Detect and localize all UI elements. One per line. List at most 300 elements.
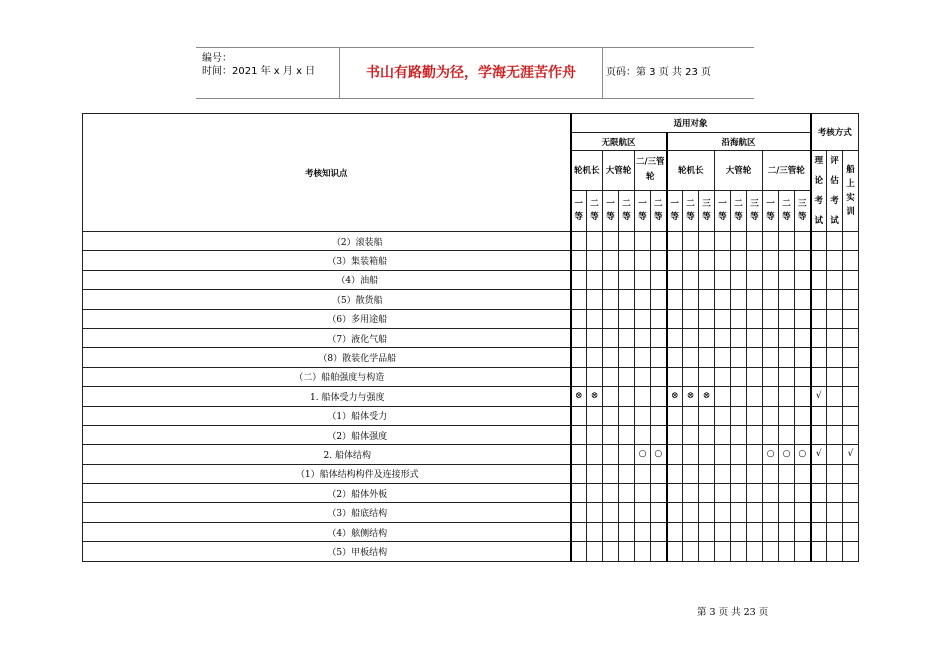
time-label: 时间：2021 年 x 月 x 日 [202, 66, 316, 77]
empty-cell [635, 232, 651, 251]
table-row [83, 445, 859, 464]
empty-cell [731, 503, 747, 522]
empty-cell [779, 251, 795, 270]
table-row [83, 542, 859, 561]
empty-cell [619, 309, 635, 328]
header-divider [602, 48, 603, 98]
empty-cell [779, 270, 795, 289]
empty-cell [635, 367, 651, 386]
table-row [83, 464, 859, 483]
empty-cell [747, 387, 763, 406]
empty-cell [603, 406, 619, 425]
empty-cell [683, 484, 699, 503]
empty-cell [811, 309, 827, 328]
empty-cell [747, 503, 763, 522]
empty-cell [843, 387, 859, 406]
empty-cell [651, 464, 667, 483]
empty-cell [683, 406, 699, 425]
empty-cell [779, 367, 795, 386]
empty-cell [619, 445, 635, 464]
empty-cell [747, 445, 763, 464]
role-header: 二/三管轮 [763, 151, 811, 191]
empty-cell [635, 522, 651, 541]
empty-cell [651, 309, 667, 328]
empty-cell [619, 367, 635, 386]
grade-cell: 一等 [603, 190, 619, 231]
empty-cell [827, 309, 843, 328]
empty-cell [699, 503, 715, 522]
knowledge-item: （5）散货船 [83, 290, 571, 309]
empty-cell [731, 542, 747, 561]
empty-cell [779, 309, 795, 328]
empty-cell [603, 328, 619, 347]
empty-cell [699, 484, 715, 503]
empty-cell [571, 367, 587, 386]
empty-cell [715, 232, 731, 251]
empty-cell [747, 251, 763, 270]
empty-cell [715, 387, 731, 406]
empty-cell [635, 270, 651, 289]
mark-cell: ○ [779, 445, 795, 464]
empty-cell [843, 464, 859, 483]
empty-cell [747, 290, 763, 309]
empty-cell [843, 309, 859, 328]
table-header [83, 114, 859, 232]
grade-cell: 三等 [747, 190, 763, 231]
empty-cell [683, 445, 699, 464]
empty-cell [603, 542, 619, 561]
empty-cell [747, 309, 763, 328]
empty-cell [843, 290, 859, 309]
empty-cell [827, 232, 843, 251]
grade-cell: 二等 [683, 190, 699, 231]
empty-cell [667, 251, 683, 270]
empty-cell [827, 387, 843, 406]
empty-cell [715, 328, 731, 347]
empty-cell [779, 387, 795, 406]
empty-cell [667, 484, 683, 503]
empty-cell [731, 464, 747, 483]
table-body [83, 232, 859, 562]
empty-cell [571, 232, 587, 251]
empty-cell [635, 251, 651, 270]
empty-cell [699, 406, 715, 425]
empty-cell [603, 232, 619, 251]
empty-cell [747, 328, 763, 347]
empty-cell [571, 445, 587, 464]
empty-cell [779, 328, 795, 347]
empty-cell [603, 464, 619, 483]
empty-cell [635, 464, 651, 483]
empty-cell [731, 425, 747, 444]
empty-cell [763, 542, 779, 561]
knowledge-item: （7）液化气船 [83, 328, 571, 347]
empty-cell [587, 464, 603, 483]
knowledge-item: （4）舷侧结构 [83, 522, 571, 541]
empty-cell [827, 328, 843, 347]
empty-cell [603, 348, 619, 367]
assessment-table [82, 113, 859, 562]
empty-cell [827, 406, 843, 425]
knowledge-item: （2）船体外板 [83, 484, 571, 503]
empty-cell [587, 348, 603, 367]
empty-cell [811, 232, 827, 251]
empty-cell [715, 522, 731, 541]
knowledge-item: （5）甲板结构 [83, 542, 571, 561]
empty-cell [667, 464, 683, 483]
empty-cell [795, 425, 811, 444]
empty-cell [795, 309, 811, 328]
empty-cell [603, 425, 619, 444]
empty-cell [571, 484, 587, 503]
empty-cell [587, 251, 603, 270]
empty-cell [619, 270, 635, 289]
empty-cell [827, 542, 843, 561]
empty-cell [651, 348, 667, 367]
empty-cell [683, 290, 699, 309]
empty-cell [571, 503, 587, 522]
empty-cell [731, 290, 747, 309]
empty-cell [763, 484, 779, 503]
empty-cell [619, 387, 635, 406]
empty-cell [795, 270, 811, 289]
empty-cell [811, 484, 827, 503]
empty-cell [683, 522, 699, 541]
empty-cell [667, 542, 683, 561]
empty-cell [731, 348, 747, 367]
mark-cell: ○ [795, 445, 811, 464]
empty-cell [619, 503, 635, 522]
grade-cell: 一等 [763, 190, 779, 231]
knowledge-item: （1）船体结构构件及连接形式 [83, 464, 571, 483]
empty-cell [763, 522, 779, 541]
empty-cell [587, 309, 603, 328]
empty-cell [651, 522, 667, 541]
empty-cell [635, 503, 651, 522]
empty-cell [619, 406, 635, 425]
empty-cell [603, 503, 619, 522]
empty-cell [571, 290, 587, 309]
empty-cell [667, 406, 683, 425]
table-row [83, 367, 859, 386]
empty-cell [571, 251, 587, 270]
empty-cell [811, 542, 827, 561]
empty-cell [827, 367, 843, 386]
empty-cell [763, 387, 779, 406]
header-motto: 书山有路勤为径，学海无涯苦作舟 [366, 65, 576, 81]
empty-cell [619, 484, 635, 503]
empty-cell [603, 445, 619, 464]
empty-cell [587, 406, 603, 425]
empty-cell [811, 367, 827, 386]
empty-cell [667, 348, 683, 367]
empty-cell [731, 406, 747, 425]
empty-cell [731, 270, 747, 289]
empty-cell [795, 406, 811, 425]
empty-cell [843, 328, 859, 347]
empty-cell [795, 387, 811, 406]
table-row [83, 406, 859, 425]
empty-cell [811, 290, 827, 309]
empty-cell [587, 367, 603, 386]
mark-cell: √ [811, 387, 827, 406]
empty-cell [619, 348, 635, 367]
empty-cell [603, 367, 619, 386]
grade-cell: 一等 [635, 190, 651, 231]
empty-cell [635, 309, 651, 328]
empty-cell [795, 328, 811, 347]
empty-cell [699, 309, 715, 328]
empty-cell [683, 464, 699, 483]
table-row [83, 309, 859, 328]
empty-cell [779, 542, 795, 561]
empty-cell [715, 251, 731, 270]
empty-cell [715, 464, 731, 483]
empty-cell [587, 270, 603, 289]
empty-cell [619, 232, 635, 251]
header-meta [196, 48, 339, 98]
empty-cell [763, 232, 779, 251]
grade-cell: 三等 [699, 190, 715, 231]
grade-cell: 三等 [795, 190, 811, 231]
empty-cell [779, 522, 795, 541]
empty-cell [683, 251, 699, 270]
table-row [83, 348, 859, 367]
empty-cell [731, 387, 747, 406]
empty-cell [603, 251, 619, 270]
empty-cell [699, 425, 715, 444]
empty-cell [571, 328, 587, 347]
empty-cell [827, 464, 843, 483]
empty-cell [715, 270, 731, 289]
empty-cell [667, 309, 683, 328]
empty-cell [651, 425, 667, 444]
empty-cell [811, 503, 827, 522]
empty-cell [731, 484, 747, 503]
empty-cell [715, 445, 731, 464]
empty-cell [715, 367, 731, 386]
empty-cell [571, 464, 587, 483]
role-header: 二/三管轮 [635, 151, 667, 191]
mark-cell: ⊗ [587, 387, 603, 406]
empty-cell [651, 290, 667, 309]
empty-cell [667, 270, 683, 289]
empty-cell [811, 464, 827, 483]
empty-cell [747, 425, 763, 444]
empty-cell [763, 367, 779, 386]
empty-cell [779, 232, 795, 251]
empty-cell [651, 387, 667, 406]
empty-cell [827, 348, 843, 367]
page-footer: 第 3 页 共 23 页 [697, 607, 769, 618]
empty-cell [683, 232, 699, 251]
table-row [83, 290, 859, 309]
empty-cell [715, 348, 731, 367]
empty-cell [779, 425, 795, 444]
empty-cell [843, 425, 859, 444]
empty-cell [699, 348, 715, 367]
empty-cell [843, 522, 859, 541]
empty-cell [715, 484, 731, 503]
empty-cell [763, 406, 779, 425]
empty-cell [651, 484, 667, 503]
empty-cell [715, 290, 731, 309]
empty-cell [571, 348, 587, 367]
method-evaluation: 评估考试 [827, 151, 843, 232]
empty-cell [587, 232, 603, 251]
empty-cell [587, 484, 603, 503]
empty-cell [571, 270, 587, 289]
knowledge-item: （1）船体受力 [83, 406, 571, 425]
empty-cell [667, 367, 683, 386]
empty-cell [683, 270, 699, 289]
empty-cell [683, 425, 699, 444]
empty-cell [651, 328, 667, 347]
empty-cell [715, 503, 731, 522]
empty-cell [731, 445, 747, 464]
grade-cell: 二等 [619, 190, 635, 231]
empty-cell [731, 232, 747, 251]
knowledge-item: （6）多用途船 [83, 309, 571, 328]
empty-cell [651, 367, 667, 386]
empty-cell [763, 464, 779, 483]
empty-cell [779, 406, 795, 425]
empty-cell [843, 251, 859, 270]
empty-cell [699, 251, 715, 270]
empty-cell [683, 367, 699, 386]
empty-cell [747, 464, 763, 483]
empty-cell [619, 425, 635, 444]
empty-cell [763, 348, 779, 367]
mark-cell: √ [843, 445, 859, 464]
mark-cell: ○ [763, 445, 779, 464]
empty-cell [811, 522, 827, 541]
empty-cell [587, 445, 603, 464]
empty-cell [571, 406, 587, 425]
mark-cell: ○ [635, 445, 651, 464]
empty-cell [683, 309, 699, 328]
empty-cell [747, 522, 763, 541]
knowledge-item: （4）油船 [83, 270, 571, 289]
mark-cell: ⊗ [571, 387, 587, 406]
empty-cell [667, 232, 683, 251]
empty-cell [587, 425, 603, 444]
grade-cell: 二等 [731, 190, 747, 231]
table-row [83, 425, 859, 444]
empty-cell [571, 522, 587, 541]
empty-cell [635, 387, 651, 406]
empty-cell [763, 309, 779, 328]
empty-cell [827, 503, 843, 522]
empty-cell [811, 348, 827, 367]
empty-cell [827, 484, 843, 503]
empty-cell [603, 270, 619, 289]
empty-cell [683, 348, 699, 367]
table-row [83, 503, 859, 522]
empty-cell [843, 542, 859, 561]
table-row [83, 522, 859, 541]
empty-cell [827, 290, 843, 309]
empty-cell [635, 542, 651, 561]
empty-cell [763, 270, 779, 289]
empty-cell [587, 290, 603, 309]
empty-cell [619, 290, 635, 309]
empty-cell [779, 464, 795, 483]
empty-cell [571, 542, 587, 561]
empty-cell [699, 445, 715, 464]
empty-cell [619, 542, 635, 561]
empty-cell [619, 464, 635, 483]
empty-cell [795, 484, 811, 503]
empty-cell [651, 406, 667, 425]
unlimited-area-header: 无限航区 [571, 133, 667, 151]
empty-cell [779, 484, 795, 503]
role-header: 大管轮 [715, 151, 763, 191]
empty-cell [619, 522, 635, 541]
empty-cell [651, 503, 667, 522]
empty-cell [763, 425, 779, 444]
empty-cell [747, 484, 763, 503]
empty-cell [811, 270, 827, 289]
empty-cell [763, 328, 779, 347]
empty-cell [699, 328, 715, 347]
empty-cell [747, 270, 763, 289]
empty-cell [651, 251, 667, 270]
empty-cell [843, 348, 859, 367]
empty-cell [795, 503, 811, 522]
knowledge-item: （3）船底结构 [83, 503, 571, 522]
empty-cell [619, 251, 635, 270]
mark-cell: √ [811, 445, 827, 464]
empty-cell [843, 503, 859, 522]
knowledge-item: 2. 船体结构 [83, 445, 571, 464]
document-header [196, 47, 754, 99]
empty-cell [843, 232, 859, 251]
empty-cell [795, 542, 811, 561]
empty-cell [699, 367, 715, 386]
mark-cell: ⊗ [699, 387, 715, 406]
knowledge-item: （二）船舶强度与构造 [83, 367, 571, 386]
empty-cell [731, 367, 747, 386]
empty-cell [699, 542, 715, 561]
empty-cell [651, 232, 667, 251]
empty-cell [603, 484, 619, 503]
grade-cell: 二等 [651, 190, 667, 231]
grade-cell: 二等 [779, 190, 795, 231]
empty-cell [779, 348, 795, 367]
grade-cell: 一等 [715, 190, 731, 231]
empty-cell [667, 290, 683, 309]
empty-cell [763, 290, 779, 309]
empty-cell [603, 309, 619, 328]
empty-cell [795, 522, 811, 541]
empty-cell [683, 503, 699, 522]
empty-cell [683, 328, 699, 347]
empty-cell [763, 251, 779, 270]
empty-cell [667, 503, 683, 522]
empty-cell [635, 348, 651, 367]
empty-cell [587, 328, 603, 347]
empty-cell [747, 367, 763, 386]
empty-cell [619, 328, 635, 347]
empty-cell [699, 290, 715, 309]
method-onboard: 船上实训 [843, 151, 859, 232]
knowledge-item: （2）船体强度 [83, 425, 571, 444]
mark-cell: ⊗ [683, 387, 699, 406]
empty-cell [603, 522, 619, 541]
knowledge-item: （2）滚装船 [83, 232, 571, 251]
table-row [83, 251, 859, 270]
